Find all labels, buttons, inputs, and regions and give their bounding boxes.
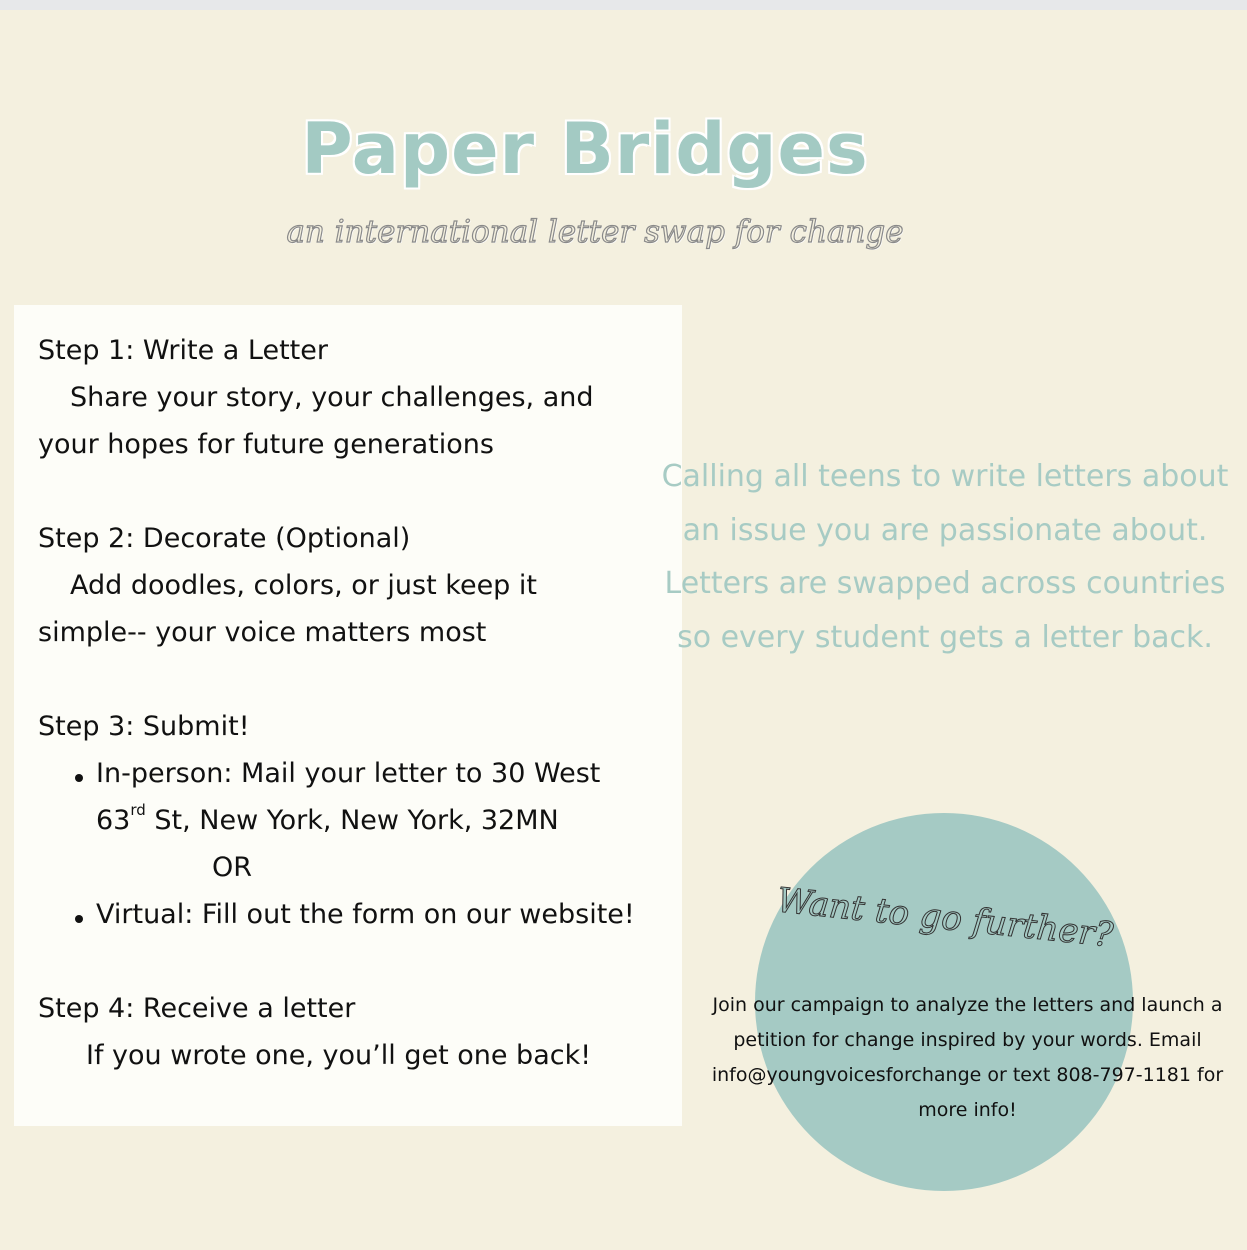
steps-card — [14, 305, 682, 1126]
step2-line1: Add doodles, colors, or just keep it — [70, 570, 537, 601]
step2-line2: simple-- your voice matters most — [38, 617, 487, 648]
page-subtitle: an international letter swap for change — [286, 214, 904, 250]
further-heading: Want to go further? — [775, 880, 1115, 956]
step4-line1: If you wrote one, you’ll get one back! — [86, 1040, 592, 1071]
step3-or: OR — [212, 852, 253, 883]
bullet-inperson — [75, 774, 83, 782]
step2-heading: Step 2: Decorate (Optional) — [38, 523, 411, 554]
address-rest: St, New York, New York, 32MN — [145, 805, 559, 836]
step4-heading: Step 4: Receive a letter — [38, 993, 356, 1024]
top-bar — [0, 0, 1247, 10]
step3-heading: Step 3: Submit! — [38, 711, 250, 742]
step3-virtual: Virtual: Fill out the form on our website! — [96, 899, 635, 930]
callout-text: Calling all teens to write letters about an issue you are passionate about. Letters are swapped across countries so every student gets a letter back. — [661, 459, 1229, 655]
step1-heading: Step 1: Write a Letter — [38, 335, 328, 366]
page-title: Paper Bridges — [301, 108, 869, 190]
step3-inperson-line1: In-person: Mail your letter to 30 West — [96, 758, 601, 789]
bullet-virtual — [75, 915, 83, 923]
step1-line2: your hopes for future generations — [38, 429, 494, 460]
further-body: Join our campaign to analyze the letters and launch a petition for change inspired by your words. Email info@youngvoicesforchange or text 808-797-1181 for more info! — [711, 994, 1224, 1121]
address-ordinal: rd — [130, 801, 146, 819]
step1-line1: Share your story, your challenges, and — [70, 382, 594, 413]
step3-inperson-line2 — [96, 801, 559, 836]
address-number: 63 — [96, 805, 131, 836]
